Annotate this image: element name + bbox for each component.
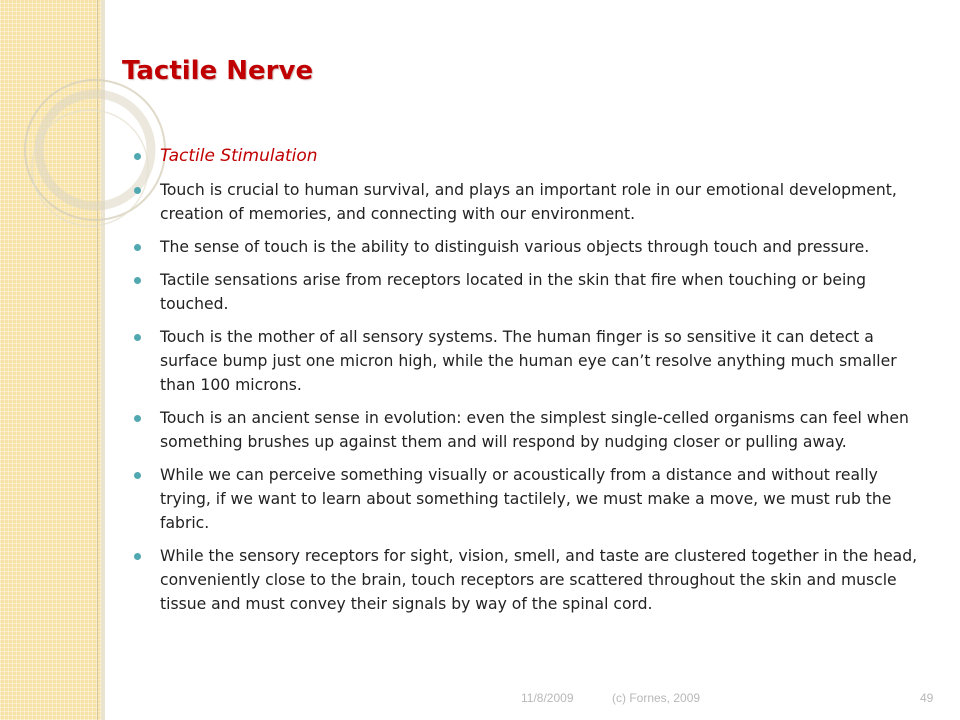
bullet-text: Touch is an ancient sense in evolution: even the simplest single-celled organisms can feel when something brushes up against them and will respond by nudging closer or pulling away. [160, 409, 909, 451]
bullet-text: Touch is crucial to human survival, and plays an important role in our emotional development, creation of memories, and connecting with our environment. [160, 181, 897, 223]
bullet-text: Tactile Stimulation [160, 146, 318, 166]
bullet-dot-icon [134, 415, 141, 422]
footer-page-number: 49 [920, 691, 934, 705]
bullet-dot-icon [134, 187, 141, 194]
bullet-item [132, 325, 922, 397]
bullet-dot-icon [134, 277, 141, 284]
bullet-dot-icon [134, 153, 141, 160]
bullet-text: While we can perceive something visually or acoustically from a distance and without really trying, if we want to learn about something tactilely, we must make a move, we must rub the fabric. [160, 466, 892, 532]
bullet-dot-icon [134, 334, 141, 341]
bullet-dot-icon [134, 244, 141, 251]
bullet-item [132, 235, 922, 259]
bullet-list [132, 144, 922, 625]
bullet-text: While the sensory receptors for sight, vision, smell, and taste are clustered together in the head, conveniently close to the brain, touch receptors are scattered throughout the skin and muscle tissue and must convey their signals by way of the spinal cord. [160, 547, 918, 613]
bullet-text: Touch is the mother of all sensory systems. The human finger is so sensitive it can detect a surface bump just one micron high, while the human eye can’t resolve anything much smaller than 100 microns. [160, 328, 897, 394]
bullet-item [132, 178, 922, 226]
slide-title: Tactile Nerve [122, 56, 314, 86]
footer-copyright: (c) Fornes, 2009 [612, 691, 701, 705]
footer-date: 11/8/2009 [521, 691, 574, 705]
bullet-text: The sense of touch is the ability to distinguish various objects through touch and pressure. [160, 238, 870, 256]
bullet-dot-icon [134, 472, 141, 479]
bullet-item [132, 144, 922, 168]
bullet-item [132, 406, 922, 454]
bullet-item [132, 544, 922, 616]
bullet-item [132, 463, 922, 535]
bullet-item [132, 268, 922, 316]
bullet-dot-icon [134, 553, 141, 560]
bullet-text: Tactile sensations arise from receptors located in the skin that fire when touching or being touched. [160, 271, 867, 313]
